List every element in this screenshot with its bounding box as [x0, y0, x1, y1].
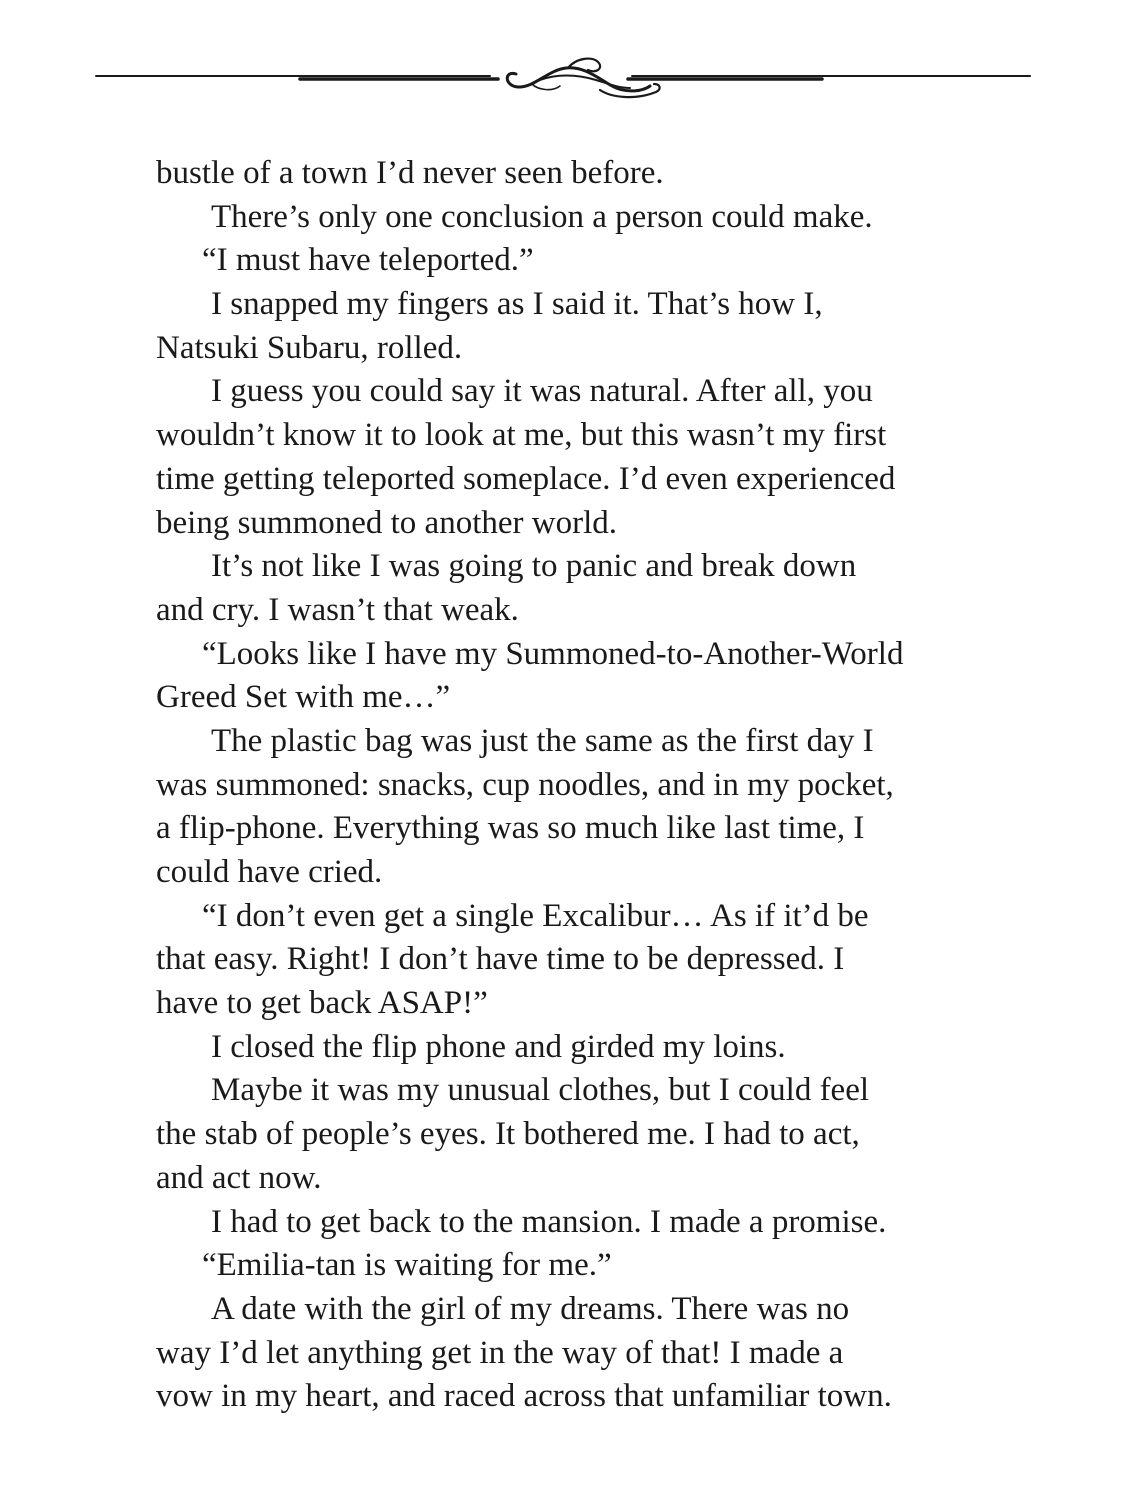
- text-line: vow in my heart, and raced across that unfamiliar town.: [156, 1378, 892, 1415]
- text-line: was summoned: snacks, cup noodles, and in my pocket,: [156, 766, 894, 803]
- text-line: wouldn’t know it to look at me, but this wasn’t my first: [156, 417, 887, 454]
- text-line: It’s not like I was going to panic and break down: [211, 548, 857, 585]
- text-line: “I don’t even get a single Excalibur… As if it’d be: [202, 897, 869, 934]
- text-line: bustle of a town I’d never seen before.: [156, 155, 664, 191]
- text-line: time getting teleported someplace. I’d even experienced: [156, 460, 896, 497]
- flourish-divider-icon: [0, 40, 1122, 120]
- text-line: way I’d let anything get in the way of that! I made a: [156, 1334, 844, 1371]
- text-line: “Emilia-tan is waiting for me.”: [202, 1247, 612, 1284]
- text-line: being summoned to another world.: [156, 504, 618, 541]
- text-line: Greed Set with me…”: [156, 679, 451, 716]
- text-line: I snapped my fingers as I said it. That’s how I,: [211, 286, 823, 323]
- text-line: have to get back ASAP!”: [156, 985, 488, 1022]
- text-line: There’s only one conclusion a person could make.: [211, 198, 873, 235]
- text-line: “I must have teleported.”: [202, 242, 534, 279]
- text-line: and act now.: [156, 1159, 322, 1196]
- text-line: The plastic bag was just the same as the first day I: [211, 722, 874, 759]
- text-line: Natsuki Subaru, rolled.: [156, 329, 463, 366]
- text-line: that easy. Right! I don’t have time to be depressed. I: [156, 941, 845, 978]
- text-line: I closed the flip phone and girded my loins.: [211, 1028, 786, 1065]
- text-line: I guess you could say it was natural. After all, you: [211, 373, 873, 410]
- text-line: could have cried.: [156, 854, 383, 890]
- text-line: the stab of people’s eyes. It bothered me. I had to act,: [156, 1116, 860, 1153]
- text-line: A date with the girl of my dreams. There was no: [211, 1290, 850, 1327]
- page-text-body: [156, 152, 996, 1419]
- text-line: Maybe it was my unusual clothes, but I could feel: [211, 1072, 870, 1109]
- text-line: and cry. I wasn’t that weak.: [156, 591, 519, 628]
- text-line: a flip-phone. Everything was so much like last time, I: [156, 810, 865, 847]
- text-line: I had to get back to the mansion. I made a promise.: [211, 1203, 887, 1240]
- text-line: “Looks like I have my Summoned-to-Another-World: [202, 635, 904, 672]
